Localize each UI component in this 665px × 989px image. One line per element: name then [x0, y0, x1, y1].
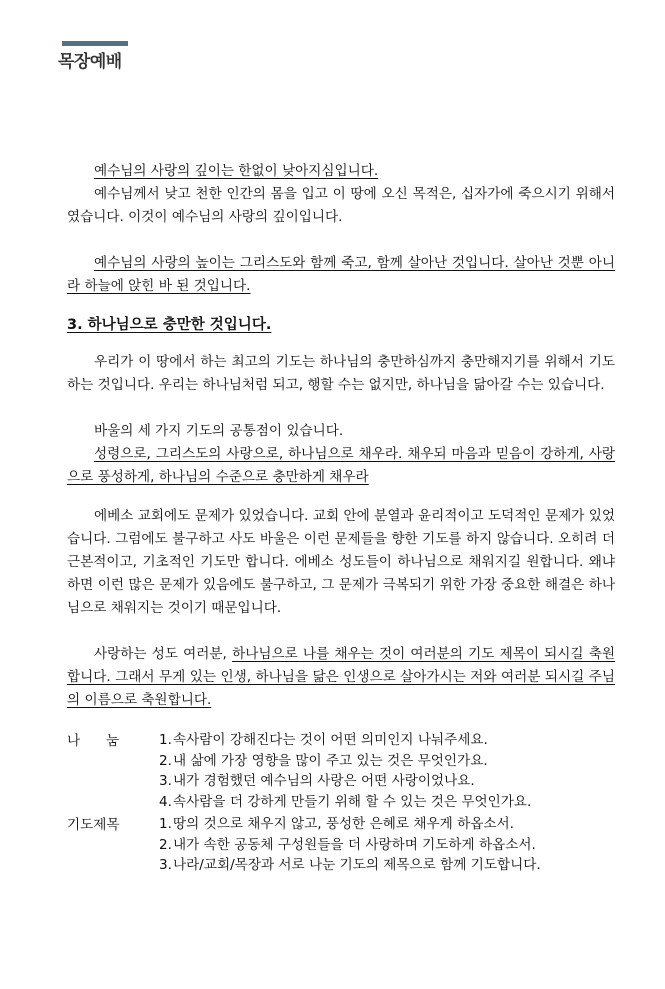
paragraph-love-depth-body: [67, 183, 615, 229]
item-text: 내가 속한 공동체 구성원들을 더 사랑하며 기도하게 하옵소서.: [173, 836, 536, 853]
paragraph-ephesus: [67, 505, 615, 620]
list-item: [159, 792, 615, 813]
paragraph-love-height: [67, 252, 615, 298]
item-text: 내가 경험했던 예수님의 사랑은 어떤 사랑이었나요.: [173, 773, 475, 789]
body-text: 우리가 이 땅에서 하는 최고의 기도는 하나님의 충만하심까지 충만해지기를 위해서 기도하는 것입니다. 우리는 하나님처럼 되고, 행할 수는 없지만, 하나님을 닮아갈 수는 있습니다.: [67, 354, 615, 393]
underlined-text: 성령으로, 그리스도의 사랑으로, 하나님으로 채우라. 채우되 마음과 믿음이 강하게, 사랑으로 풍성하게, 하나님의 수준으로 충만하게 채우라: [67, 446, 615, 485]
sharing-list: [159, 730, 615, 812]
item-number: 2.: [159, 836, 172, 853]
prayer-list: [159, 814, 615, 876]
item-text: 내 삶에 가장 영향을 많이 주고 있는 것은 무엇인가요.: [173, 752, 488, 769]
list-item: [159, 730, 615, 751]
item-text: 속사람이 강해진다는 것이 어떤 의미인지 나눠주세요.: [173, 732, 488, 748]
sharing-label: 나 눔: [67, 733, 120, 749]
item-number: 2.: [159, 752, 172, 769]
item-number: 3.: [159, 857, 172, 873]
body-text: 예수님께서 낮고 천한 인간의 몸을 입고 이 땅에 오신 목적은, 십자가에 죽으시기 위해서였습니다. 이것이 예수님의 사랑의 깊이입니다.: [67, 186, 615, 225]
item-text: 속사람을 더 강하게 만들기 위해 할 수 있는 것은 무엇인가요.: [173, 793, 532, 810]
paragraph-paul-prayer-underline: [67, 443, 615, 489]
sharing-section: [67, 730, 615, 812]
paragraph-love-depth: [67, 160, 615, 183]
paragraph-highest-prayer: [67, 351, 615, 397]
underlined-text: 예수님의 사랑의 높이는 그리스도와 함께 죽고, 함께 살아난 것입니다. 살아난 것뿐 아니라 하늘에 앉힌 바 된 것입니다.: [67, 255, 615, 294]
section-heading: 3. 하나님으로 충만한 것입니다.: [67, 317, 272, 333]
list-item: [159, 814, 615, 835]
body-text: 사랑하는 성도 여러분,: [94, 646, 233, 662]
prayer-label: 기도제목: [67, 817, 120, 833]
list-item: [159, 855, 615, 876]
item-text: 땅의 것으로 채우지 않고, 풍성한 은혜로 채우게 하옵소서.: [173, 816, 514, 832]
page-header-title: 목장예배: [58, 52, 122, 72]
item-number: 3.: [159, 773, 172, 789]
underlined-text: 예수님의 사랑의 깊이는 한없이 낮아지심입니다.: [94, 163, 379, 179]
item-text: 나라/교회/목장과 서로 나눈 기도의 제목으로 함께 기도합니다.: [173, 857, 541, 873]
header-accent-bar: [62, 41, 128, 46]
document-body: [67, 160, 615, 876]
list-item: [159, 835, 615, 856]
item-number: 4.: [159, 793, 172, 810]
item-number: 1.: [159, 732, 172, 748]
body-text: 에베소 교회에도 문제가 있었습니다. 교회 안에 분열과 윤리적이고 도덕적인 문제가 있었습니다. 그럼에도 불구하고 사도 바울은 이런 문제들을 향한 기도를 하지 않습니다. 오히려 더 근본적이고, 기초적인 기도만 합니다. 에베소 성도들이 하나님으로 채워지길 원합니다. 왜냐하면 이런 많은 문제가 있음에도 불구하고, 그 문제가 극복되기 위한 가장 중요한 해결은 하나님으로 채워지는 것이기 때문입니다.: [67, 508, 615, 616]
body-text: 바울의 세 가지 기도의 공통점이 있습니다.: [94, 423, 344, 439]
paragraph-paul-prayer: [67, 420, 615, 443]
paragraph-blessing: [67, 643, 615, 712]
item-number: 1.: [159, 816, 172, 832]
list-item: [159, 751, 615, 772]
list-item: [159, 771, 615, 792]
underlined-text: 하나님으로 나를 채우는 것이 여러분의 기도 제목이 되시길 축원합니다. 그래서 무게 있는 인생, 하나님을 닮은 인생으로 살아가시는 저와 여러분 되시길 주님의 이름으로 축원합니다.: [67, 646, 615, 708]
prayer-section: [67, 814, 615, 876]
